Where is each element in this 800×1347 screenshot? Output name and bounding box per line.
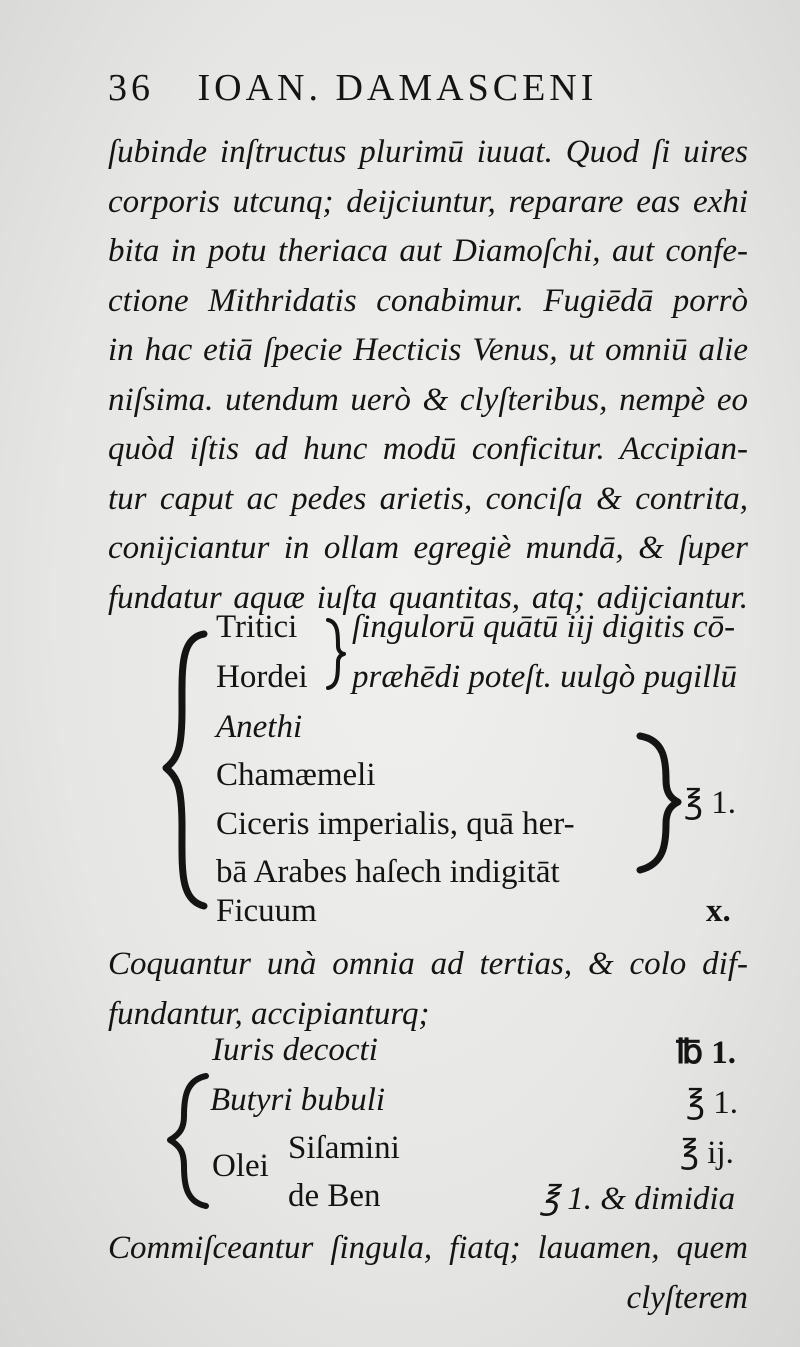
text-line: ſubinde inſtructus plurimū iuuat. Quod ſi uires [108,134,748,170]
text-line: quòd iſtis ad hunc modū conficitur. Accipian- [108,431,748,467]
paragraph-3 [108,1224,748,1323]
ingredient-ciceris-line-1: Ciceris imperialis, quā her- [216,806,575,842]
text-line: fundantur, accipianturq; [108,995,430,1032]
running-header [108,66,597,110]
quantity-note-line-1: ſingulorū quātū iij digitis cō- [352,609,736,645]
de-ben-dose: ℥ 1. & dimidia [540,1181,736,1217]
ingredient-anethi: Anethi [216,709,303,745]
iuris-dose: ℔ 1. [676,1035,736,1071]
left-brace-small [162,1072,212,1210]
text-line: fundatur aquæ iuſta quantitas, atq; adijciantur. [108,579,748,616]
ingredient-ciceris-line-2: bā Arabes haſech indigitāt [216,854,560,890]
text-line: corporis utcunq; deijciuntur, reparare eas exhi [108,183,748,220]
ingredient-ficuum: Ficuum [216,893,317,929]
paragraph-1 [108,128,748,623]
text-line: bita in potu theriaca aut Diamoſchi, aut confe- [108,233,748,269]
ingredient-iuris: Iuris decocti [212,1032,378,1068]
text-line: Coquantur unà omnia ad tertias, & colo dif- [108,946,748,982]
butyri-dose: ℥ 1. [686,1085,739,1121]
ingredient-sisamini: Siſamini [288,1130,400,1166]
text-line: Commiſceantur ſingula, fiatq; lauamen, quem [108,1230,748,1266]
right-brace [632,730,682,875]
text-line: conijciantur in ollam egregiè mundā, & ſuper [108,530,748,566]
small-brace [322,616,348,692]
ficuum-dose: x. [706,893,731,929]
catchword: clyſterem [626,1279,748,1316]
page-number: 36 [108,67,154,109]
ingredient-de-ben: de Ben [288,1178,381,1214]
paragraph-2 [108,940,748,1039]
ingredient-chamaemeli: Chamæmeli [216,757,376,793]
ingredient-butyri: Butyri bubuli [210,1082,386,1118]
group-dose: ℥ 1. [684,785,737,821]
text-line: tur caput ac pedes arietis, conciſa & contrita, [108,480,748,517]
running-title: IOAN. DAMASCENI [197,67,598,109]
left-brace-large [160,630,210,910]
text-line: niſsima. utendum uerò & clyſteribus, nempè eo [108,381,748,418]
quantity-note-line-2: præhēdi poteſt. uulgò pugillū [352,659,737,695]
text-line: ctione Mithridatis conabimur. Fugiēdā porrò [108,282,748,319]
ingredient-hordei: Hordei [216,659,308,695]
sisamini-dose: ℥ ij. [680,1135,734,1171]
text-line: in hac etiā ſpecie Hecticis Venus, ut omniū alie [108,332,748,368]
ingredient-tritici: Tritici [216,609,298,645]
ingredient-olei: Olei [212,1148,269,1184]
